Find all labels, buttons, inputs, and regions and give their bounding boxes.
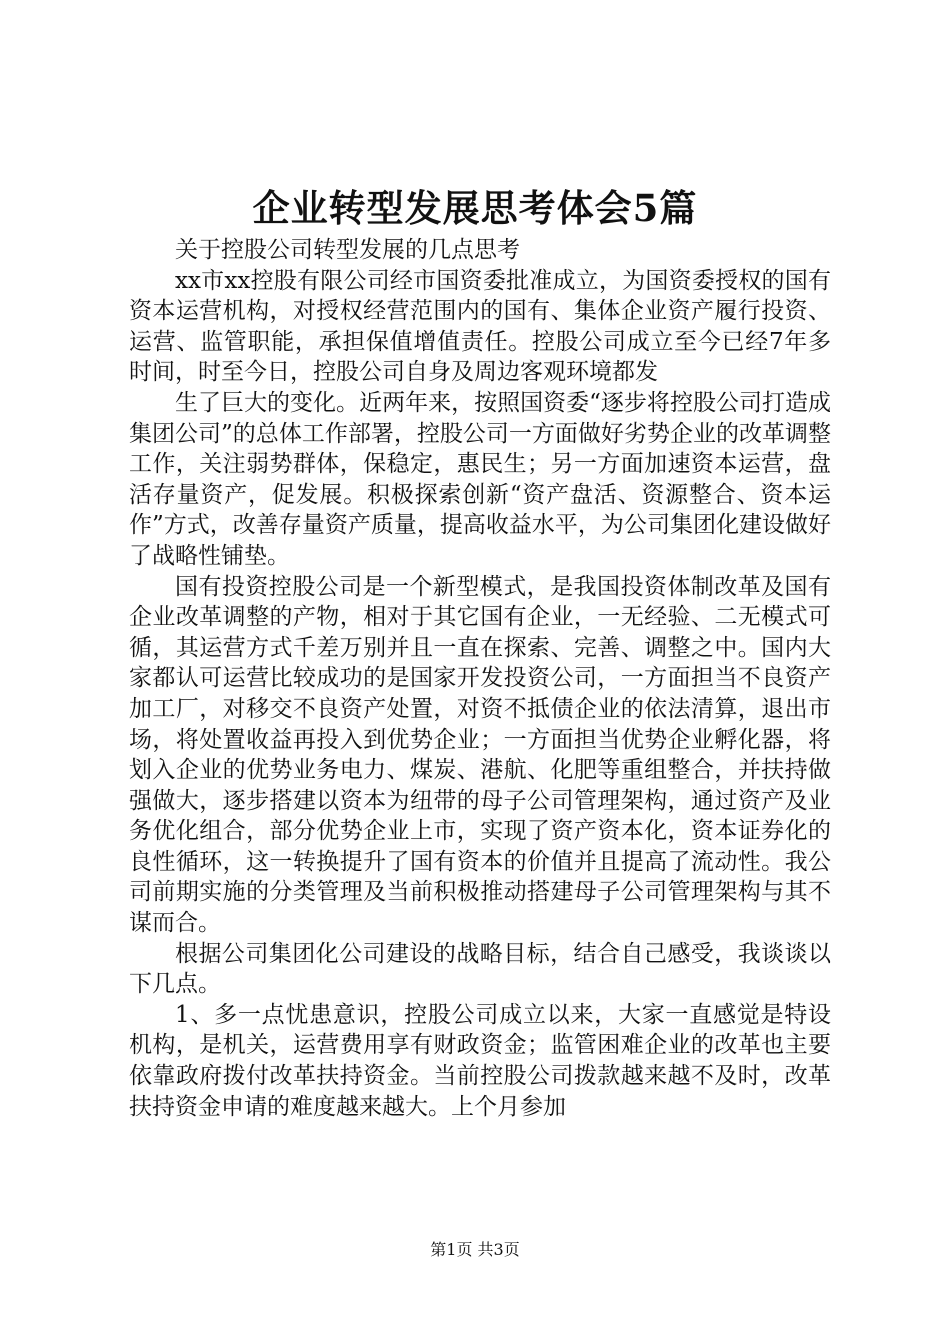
document-body: [129, 235, 831, 1122]
body-paragraph: 国有投资控股公司是一个新型模式，是我国投资体制改革及国有企业改革调整的产物，相对于其它国有企业，一无经验、二无模式可循，其运营方式千差万别并且一直在探索、完善、调整之中。国内大家都认可运营比较成功的是国家开发投资公司，一方面担当不良资产加工厂，对移交不良资产处置，对资不抵债企业的依法清算，退出市场，将处置收益再投入到优势企业；一方面担当优势企业孵化器，将划入企业的优势业务电力、煤炭、港航、化肥等重组整合，并扶持做强做大，逐步搭建以资本为纽带的母子公司管理架构，通过资产及业务优化组合，部分优势企业上市，实现了资产资本化，资本证券化的良性循环，这一转换提升了国有资本的价值并且提高了流动性。我公司前期实施的分类管理及当前积极推动搭建母子公司管理架构与其不谋而合。: [129, 573, 831, 937]
document-title: 企业转型发展思考体会5篇: [252, 186, 698, 230]
body-paragraph: xx市xx控股有限公司经市国资委批准成立，为国资委授权的国有资本运营机构，对授权经营范围内的国有、集体企业资产履行投资、运营、监管职能，承担保值增值责任。控股公司成立至今已经7年多时间，时至今日，控股公司自身及周边客观环境都发: [129, 267, 831, 386]
body-paragraph: 根据公司集团化公司建设的战略目标，结合自己感受，我谈谈以下几点。: [129, 940, 831, 998]
page-number-footer: 第1页 共3页: [430, 1240, 520, 1259]
body-paragraph: 1、多一点忧患意识，控股公司成立以来，大家一直感觉是特设机构，是机关，运营费用享有财政资金；监管困难企业的改革也主要依靠政府拨付改革扶持资金。当前控股公司拨款越来越不及时，改革扶持资金申请的难度越来越大。上个月参加: [129, 1001, 831, 1120]
document-subtitle: 关于控股公司转型发展的几点思考: [175, 237, 520, 263]
body-paragraph: 生了巨大的变化。近两年来，按照国资委“逐步将控股公司打造成集团公司”的总体工作部署，控股公司一方面做好劣势企业的改革调整工作，关注弱势群体，保稳定，惠民生；另一方面加速资本运营，盘活存量资产，促发展。积极探索创新“资产盘活、资源整合、资本运作”方式，改善存量资产质量，提高收益水平，为公司集团化建设做好了战略性铺垫。: [129, 389, 831, 569]
